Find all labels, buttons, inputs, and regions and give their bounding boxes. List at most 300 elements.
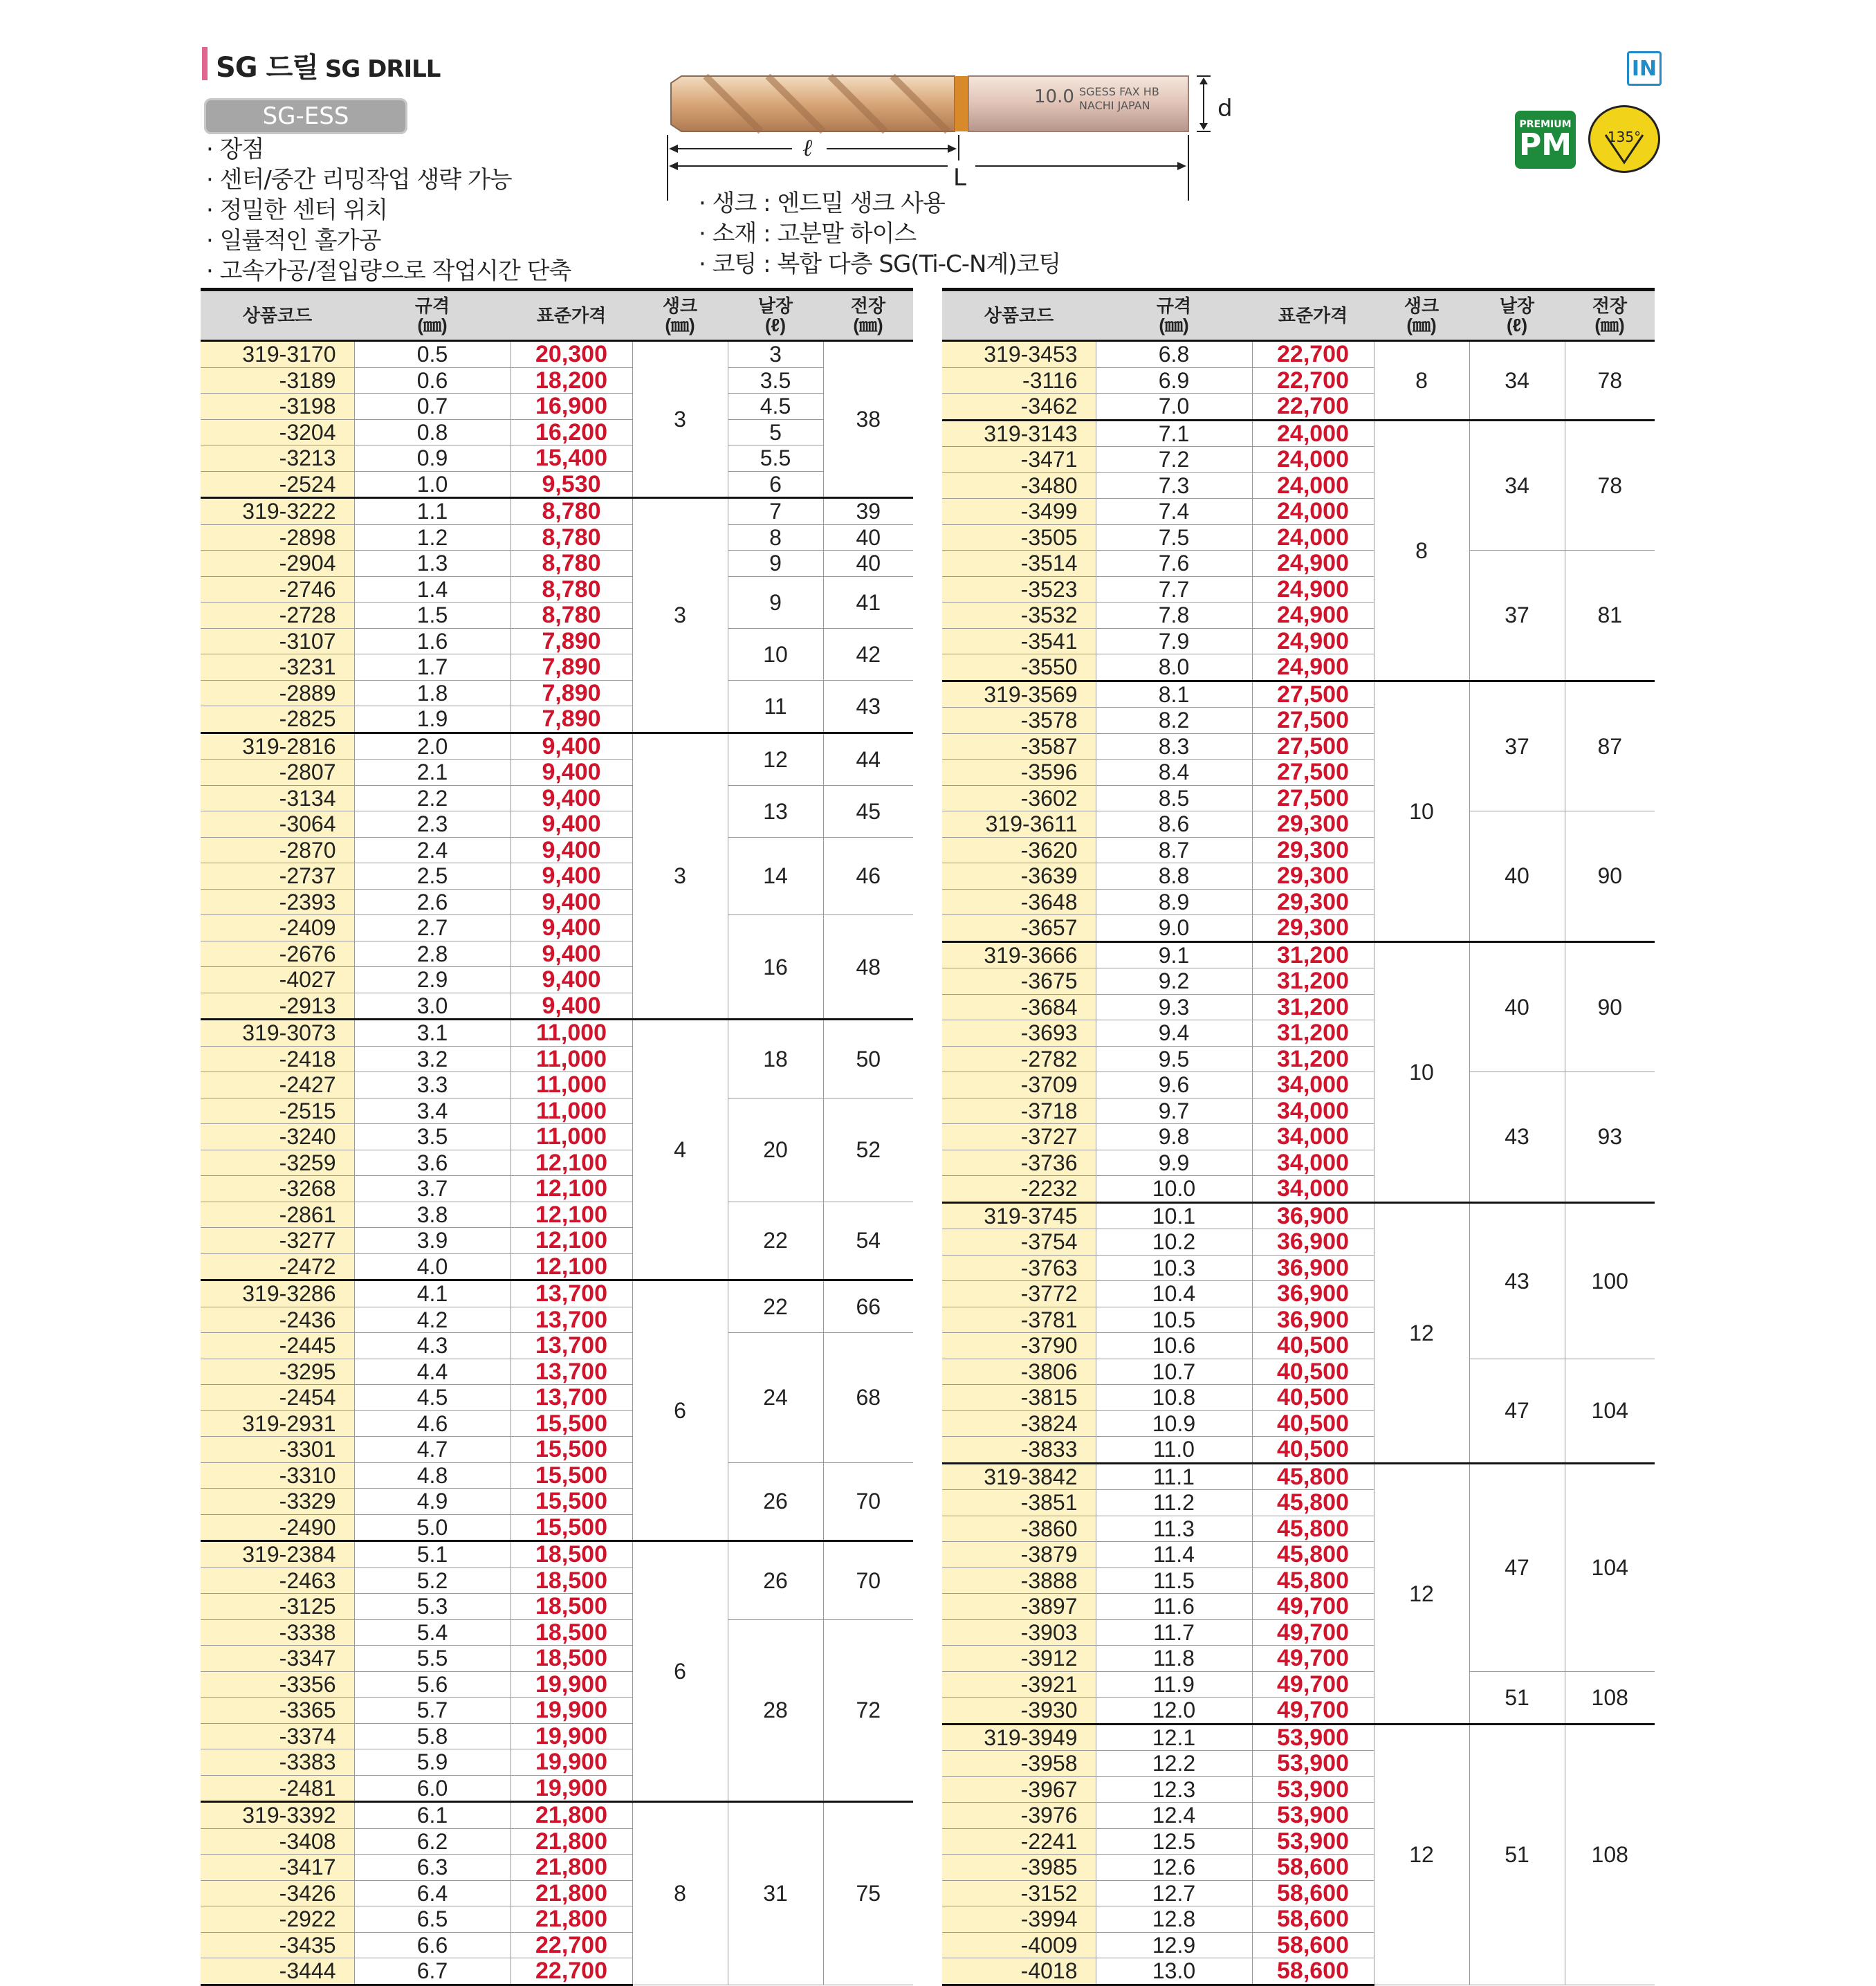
cell-code: -3736 [942,1150,1096,1176]
cell-code: -3709 [942,1072,1096,1098]
title-en: SG DRILL [324,55,441,83]
feature-item: · 센터/중간 리밍작업 생략 가능 [206,165,571,195]
table-row [942,551,1655,577]
cell-price: 19,900 [511,1698,632,1724]
cell-spec: 11.6 [1096,1594,1252,1620]
cell-spec: 10.5 [1096,1307,1252,1333]
cell-spec: 2.0 [354,733,511,760]
cell-code: -3550 [942,654,1096,681]
cell-code: -2889 [201,680,354,706]
cell-price: 40,500 [1252,1333,1374,1359]
cell-code: -3408 [201,1828,354,1855]
cell-spec: 8.6 [1096,811,1252,838]
cell-code: 319-3745 [942,1202,1096,1229]
cell-price: 12,100 [511,1228,632,1254]
cell-shank: 8 [1374,341,1469,421]
cell-total: 78 [1565,420,1655,551]
cell-total: 50 [823,1020,913,1098]
features-heading: · 장점 [206,134,571,165]
cell-code: -3189 [201,367,354,394]
cell-price: 45,800 [1252,1463,1374,1490]
table-row [201,341,913,368]
cell-price: 12,100 [511,1176,632,1202]
table-row [201,419,913,445]
cell-spec: 7.5 [1096,524,1252,551]
cell-code: -2515 [201,1098,354,1124]
cell-flute: 7 [728,498,823,525]
cell-code: 319-3143 [942,420,1096,447]
table-row [201,524,913,551]
cell-shank: 3 [632,341,728,498]
cell-price: 53,900 [1252,1776,1374,1803]
drill-shank [968,76,1188,131]
cell-price: 29,300 [1252,889,1374,915]
cell-price: 27,500 [1252,708,1374,734]
cell-price: 7,890 [511,706,632,733]
cell-total: 48 [823,915,913,1020]
cell-code: -3213 [201,445,354,472]
cell-flute: 8 [728,524,823,551]
cell-spec: 1.5 [354,603,511,629]
cell-price: 9,400 [511,811,632,838]
cell-total: 43 [823,680,913,733]
table-header-row [942,290,1655,341]
cell-spec: 12.2 [1096,1751,1252,1777]
cell-price: 12,100 [511,1150,632,1176]
cell-code: -3116 [942,367,1096,394]
cell-total: 41 [823,576,913,628]
cell-spec: 3.5 [354,1124,511,1150]
cell-price: 13,700 [511,1385,632,1411]
cell-flute: 43 [1469,1072,1565,1203]
cell-spec: 5.9 [354,1749,511,1776]
cell-total: 70 [823,1462,913,1541]
cell-spec: 10.1 [1096,1202,1252,1229]
cell-code: -3301 [201,1437,354,1463]
cell-flute: 4.5 [728,394,823,420]
cell-flute: 9 [728,576,823,628]
cell-code: -3976 [942,1803,1096,1829]
cell-spec: 3.9 [354,1228,511,1254]
cell-price: 49,700 [1252,1619,1374,1646]
cell-price: 13,700 [511,1280,632,1307]
cell-spec: 9.8 [1096,1124,1252,1150]
cell-price: 8,780 [511,551,632,577]
cell-spec: 3.6 [354,1150,511,1176]
cell-price: 9,400 [511,941,632,967]
cell-spec: 11.0 [1096,1437,1252,1464]
cell-spec: 1.8 [354,680,511,706]
cell-spec: 9.9 [1096,1150,1252,1176]
cell-spec: 4.9 [354,1489,511,1515]
cell-code: -3383 [201,1749,354,1776]
table-row [201,1280,913,1307]
cell-price: 34,000 [1252,1072,1374,1098]
table-row [201,1202,913,1228]
cell-flute: 10 [728,628,823,680]
cell-flute: 26 [728,1541,823,1620]
cell-price: 7,890 [511,654,632,681]
table-row [201,394,913,420]
cell-code: -3639 [942,863,1096,890]
drill-marking-code: SGESS FAX HB [1079,85,1159,98]
cell-code: -3523 [942,576,1096,603]
cell-code: -3921 [942,1671,1096,1698]
cell-spec: 4.6 [354,1410,511,1437]
cell-code: -2232 [942,1176,1096,1203]
feature-item: · 고속가공/절입량으로 작업시간 단축 [206,256,571,286]
cell-total: 40 [823,524,913,551]
cell-shank: 12 [1374,1202,1469,1463]
angle-label: 135° [1607,129,1642,145]
features-list [206,134,571,286]
cell-flute: 6 [728,471,823,498]
cell-code: -3684 [942,994,1096,1020]
cell-price: 27,500 [1252,733,1374,760]
cell-spec: 5.2 [354,1567,511,1594]
cell-code: -3268 [201,1176,354,1202]
cell-total: 46 [823,837,913,915]
cell-spec: 5.1 [354,1541,511,1568]
cell-code: -3851 [942,1490,1096,1516]
table-row [201,1098,913,1124]
cell-flute: 5 [728,419,823,445]
cell-flute: 24 [728,1333,823,1463]
cell-price: 58,600 [1252,1880,1374,1906]
cell-code: -2481 [201,1775,354,1802]
cell-flute: 51 [1469,1671,1565,1724]
col-spec: 규격 (㎜) [1096,290,1252,341]
cell-code: -2898 [201,524,354,551]
cell-price: 27,500 [1252,785,1374,811]
cell-price: 22,700 [511,1932,632,1958]
cell-price: 13,700 [511,1359,632,1385]
cell-total: 75 [823,1802,913,1985]
cell-spec: 4.0 [354,1253,511,1280]
cell-spec: 3.2 [354,1046,511,1072]
cell-total: 108 [1565,1671,1655,1724]
cell-total: 38 [823,341,913,498]
cell-code: -3897 [942,1594,1096,1620]
cell-total: 100 [1565,1202,1655,1359]
cell-price: 27,500 [1252,760,1374,786]
cell-code: -3295 [201,1359,354,1385]
cell-code: -3790 [942,1333,1096,1359]
cell-spec: 7.3 [1096,472,1252,499]
cell-price: 21,800 [511,1906,632,1933]
cell-code: -2676 [201,941,354,967]
cell-total: 104 [1565,1359,1655,1463]
table-row [942,420,1655,447]
cell-price: 36,900 [1252,1307,1374,1333]
cell-price: 31,200 [1252,968,1374,995]
cell-code: -3648 [942,889,1096,915]
cell-price: 11,000 [511,1072,632,1098]
cell-code: -3657 [942,915,1096,942]
cell-code: -3994 [942,1906,1096,1933]
cell-spec: 12.9 [1096,1932,1252,1958]
feature-item: · 정밀한 센터 위치 [206,195,571,226]
cell-code: -3532 [942,603,1096,629]
cell-price: 40,500 [1252,1385,1374,1411]
cell-flute: 5.5 [728,445,823,472]
pm-small-label: PREMIUM [1519,119,1572,130]
cell-code: 319-3222 [201,498,354,525]
cell-spec: 2.5 [354,863,511,890]
cell-code: -3347 [201,1646,354,1672]
cell-code: -3718 [942,1098,1096,1124]
cell-spec: 1.0 [354,471,511,498]
cell-shank: 6 [632,1280,728,1541]
cell-spec: 11.2 [1096,1490,1252,1516]
cell-spec: 1.6 [354,628,511,654]
cell-price: 11,000 [511,1098,632,1124]
cell-spec: 7.9 [1096,628,1252,654]
cell-price: 13,700 [511,1333,632,1359]
cell-price: 24,900 [1252,603,1374,629]
drill-band [955,76,968,131]
cell-spec: 10.2 [1096,1229,1252,1256]
cell-spec: 2.6 [354,889,511,915]
cell-code: -3338 [201,1619,354,1646]
cell-price: 31,200 [1252,1046,1374,1072]
cell-price: 9,400 [511,889,632,915]
cell-code: -2524 [201,471,354,498]
cell-spec: 6.7 [354,1958,511,1985]
cell-code: 319-3842 [942,1463,1096,1490]
col-code: 상품코드 [942,290,1096,341]
cell-flute: 3.5 [728,367,823,394]
cell-price: 31,200 [1252,941,1374,968]
cell-code: -3596 [942,760,1096,786]
cell-code: -2490 [201,1514,354,1541]
cell-price: 18,500 [511,1567,632,1594]
cell-price: 40,500 [1252,1410,1374,1437]
table-row [201,1802,913,1829]
cell-code: 319-3073 [201,1020,354,1047]
cell-price: 15,500 [511,1410,632,1437]
cell-total: 72 [823,1619,913,1802]
col-total: 전장 (㎜) [823,290,913,341]
cell-total: 78 [1565,341,1655,421]
cell-code: -3833 [942,1437,1096,1464]
cell-spec: 0.5 [354,341,511,368]
cell-price: 45,800 [1252,1490,1374,1516]
cell-price: 19,900 [511,1775,632,1802]
cell-spec: 11.1 [1096,1463,1252,1490]
table-row [201,367,913,394]
cell-spec: 9.6 [1096,1072,1252,1098]
cell-spec: 4.7 [354,1437,511,1463]
cell-price: 16,200 [511,419,632,445]
cell-flute: 11 [728,680,823,733]
cell-spec: 2.3 [354,811,511,838]
cell-code: -3912 [942,1646,1096,1672]
cell-code: 319-3392 [201,1802,354,1829]
cell-price: 29,300 [1252,915,1374,942]
cell-code: -2472 [201,1253,354,1280]
cell-spec: 4.2 [354,1307,511,1333]
cell-code: -3806 [942,1359,1096,1385]
cell-spec: 4.8 [354,1462,511,1489]
cell-price: 15,500 [511,1462,632,1489]
cell-spec: 0.6 [354,367,511,394]
cell-spec: 9.1 [1096,941,1252,968]
cell-spec: 9.3 [1096,994,1252,1020]
pm-big-label: PM [1518,127,1572,163]
cell-price: 53,900 [1252,1724,1374,1751]
cell-flute: 20 [728,1098,823,1202]
cell-shank: 10 [1374,941,1469,1202]
cell-price: 24,000 [1252,499,1374,525]
cell-spec: 3.0 [354,993,511,1020]
cell-code: -2463 [201,1567,354,1594]
cell-code: -2922 [201,1906,354,1933]
table-row [942,941,1655,968]
cell-code: -2418 [201,1046,354,1072]
cell-code: -3903 [942,1619,1096,1646]
cell-code: -3860 [942,1516,1096,1542]
cell-price: 53,900 [1252,1803,1374,1829]
table-row [201,733,913,760]
cell-price: 15,400 [511,445,632,472]
cell-spec: 5.4 [354,1619,511,1646]
cell-code: -3824 [942,1410,1096,1437]
cell-price: 20,300 [511,341,632,368]
cell-price: 19,900 [511,1749,632,1776]
cell-shank: 4 [632,1020,728,1280]
cell-spec: 7.4 [1096,499,1252,525]
cell-price: 21,800 [511,1855,632,1881]
cell-spec: 12.7 [1096,1880,1252,1906]
cell-spec: 12.1 [1096,1724,1252,1751]
table-row [201,445,913,472]
cell-price: 36,900 [1252,1202,1374,1229]
cell-spec: 3.1 [354,1020,511,1047]
cell-price: 29,300 [1252,811,1374,838]
cell-shank: 3 [632,733,728,1020]
cell-spec: 7.7 [1096,576,1252,603]
cell-code: -2445 [201,1333,354,1359]
cell-code: 319-3170 [201,341,354,368]
cell-code: -2825 [201,706,354,733]
cell-price: 24,000 [1252,524,1374,551]
table-row [942,811,1655,838]
cell-code: -3365 [201,1698,354,1724]
cell-price: 15,500 [511,1514,632,1541]
feature-item: · 일률적인 홀가공 [206,226,571,256]
cell-spec: 9.0 [1096,915,1252,942]
cell-spec: 2.8 [354,941,511,967]
cell-flute: 16 [728,915,823,1020]
cell-code: -3514 [942,551,1096,577]
cell-price: 58,600 [1252,1855,1374,1881]
spec-item: · 코팅 : 복합 다층 SG(Ti-C-N계)코팅 [699,249,1060,279]
cell-code: -3967 [942,1776,1096,1803]
cell-flute: 34 [1469,420,1565,551]
cell-price: 21,800 [511,1802,632,1829]
table-row [201,471,913,498]
cell-spec: 11.5 [1096,1567,1252,1594]
cell-spec: 10.4 [1096,1281,1252,1307]
cell-price: 11,000 [511,1020,632,1047]
cell-price: 12,100 [511,1202,632,1228]
table-row [201,1333,913,1359]
cell-shank: 8 [1374,420,1469,681]
cell-spec: 8.1 [1096,681,1252,708]
cell-spec: 10.8 [1096,1385,1252,1411]
cell-spec: 8.8 [1096,863,1252,890]
cell-spec: 6.2 [354,1828,511,1855]
col-total: 전장 (㎜) [1565,290,1655,341]
cell-flute: 47 [1469,1463,1565,1671]
cell-code: -3198 [201,394,354,420]
cell-total: 40 [823,551,913,577]
cell-spec: 1.2 [354,524,511,551]
cell-spec: 10.6 [1096,1333,1252,1359]
cell-code: -2737 [201,863,354,890]
dim-L-label: L [953,164,966,192]
cell-price: 45,800 [1252,1567,1374,1594]
cell-price: 11,000 [511,1124,632,1150]
cell-code: -4018 [942,1958,1096,1985]
table-row [201,551,913,577]
cell-price: 24,900 [1252,628,1374,654]
cell-flute: 47 [1469,1359,1565,1463]
cell-spec: 0.8 [354,419,511,445]
cell-spec: 5.0 [354,1514,511,1541]
cell-code: -4027 [201,967,354,993]
cell-spec: 10.9 [1096,1410,1252,1437]
cell-spec: 0.7 [354,394,511,420]
cell-spec: 12.4 [1096,1803,1252,1829]
spec-item: · 소재 : 고분말 하이스 [699,219,1060,249]
premium-pm-icon [1515,111,1576,169]
cell-spec: 7.1 [1096,420,1252,447]
cell-code: -3374 [201,1723,354,1749]
cell-price: 9,400 [511,837,632,863]
cell-price: 58,600 [1252,1906,1374,1933]
drill-marking-size: 10.0 [1034,86,1074,107]
cell-spec: 3.8 [354,1202,511,1228]
cell-flute: 9 [728,551,823,577]
cell-total: 44 [823,733,913,785]
spec-item: · 생크 : 엔드밀 생크 사용 [699,188,1060,219]
cell-price: 9,400 [511,785,632,811]
cell-total: 66 [823,1280,913,1333]
cell-price: 18,500 [511,1619,632,1646]
col-price: 표준가격 [1252,290,1374,341]
cell-spec: 2.4 [354,837,511,863]
cell-code: -3204 [201,419,354,445]
cell-code: -2409 [201,915,354,941]
table-row [201,628,913,654]
cell-price: 22,700 [1252,367,1374,394]
cell-code: -2241 [942,1828,1096,1855]
cell-spec: 6.1 [354,1802,511,1829]
cell-price: 19,900 [511,1671,632,1698]
cell-price: 34,000 [1252,1176,1374,1203]
page-title [216,46,440,85]
table-row [942,1359,1655,1385]
cell-code: -3125 [201,1594,354,1620]
cell-price: 18,500 [511,1594,632,1620]
cell-price: 9,400 [511,863,632,890]
cell-spec: 9.7 [1096,1098,1252,1124]
cell-spec: 5.7 [354,1698,511,1724]
cell-flute: 22 [728,1280,823,1333]
cell-spec: 12.0 [1096,1698,1252,1725]
